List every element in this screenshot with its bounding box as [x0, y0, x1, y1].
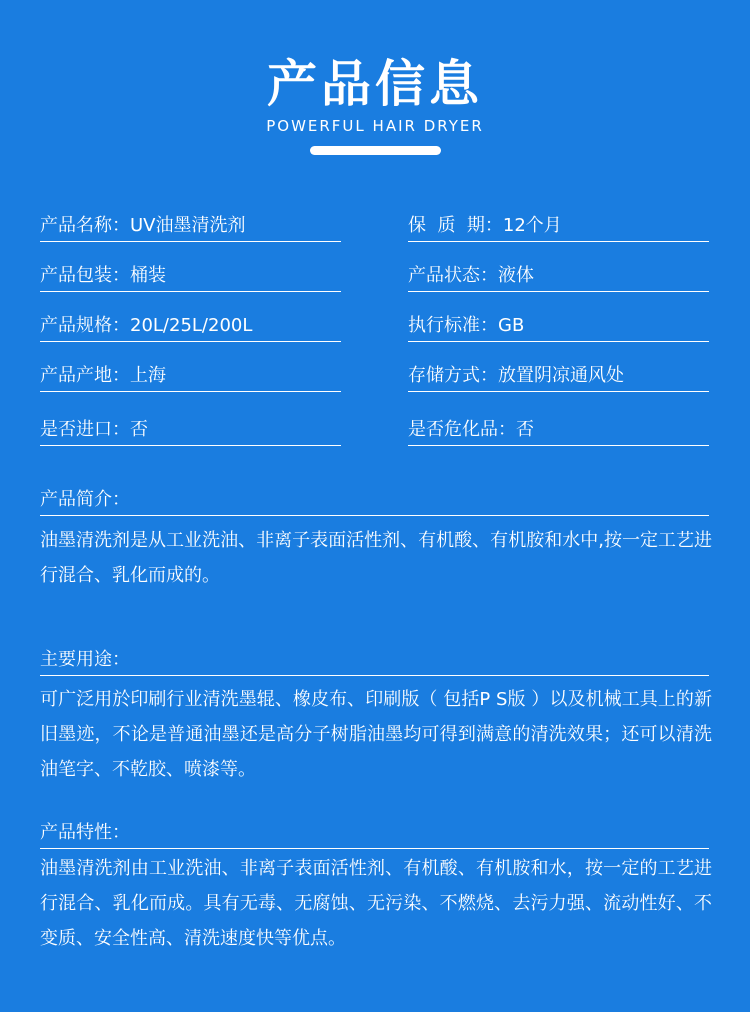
- spec-storage: [408, 361, 709, 392]
- section-body-features: 油墨清洗剂由工业洗油、非离子表面活性剂、有机酸、有机胺和水，按一定的工艺进行混合、乳化而成。具有无毒、无腐蚀、无污染、不燃烧、去污力强、流动性好、不变质、安全性高、清洗速度快等优点。: [40, 858, 712, 949]
- spec-value: UV油墨清洗剂: [130, 215, 246, 236]
- spec-value: 液体: [498, 265, 534, 286]
- spec-value: 20L/25L/200L: [130, 315, 253, 336]
- spec-shelf-life: [408, 211, 709, 242]
- section-title-usage: 主要用途：: [40, 645, 709, 676]
- spec-standard: [408, 311, 709, 342]
- spec-label: 执行标准：: [408, 315, 498, 336]
- spec-value: 否: [516, 419, 534, 440]
- spec-specification: [40, 311, 341, 342]
- spec-value: 上海: [130, 365, 166, 386]
- section-title-features: 产品特性：: [40, 818, 709, 849]
- spec-origin: [40, 361, 341, 392]
- spec-value: 否: [130, 419, 148, 440]
- title-underline-bar: [310, 146, 441, 155]
- spec-label: 产品包装：: [40, 265, 130, 286]
- spec-label: 存储方式：: [408, 365, 498, 386]
- spec-packaging: [40, 261, 341, 292]
- spec-label: 是否危化品：: [408, 419, 516, 440]
- spec-state: [408, 261, 709, 292]
- spec-value: GB: [498, 315, 525, 336]
- spec-imported: [40, 415, 341, 446]
- spec-value: 桶装: [130, 265, 166, 286]
- spec-label: 保 质 期：: [408, 215, 503, 236]
- page-title: 产品信息: [267, 55, 483, 113]
- spec-label: 产品规格：: [40, 315, 130, 336]
- spec-label: 产品产地：: [40, 365, 130, 386]
- spec-hazardous: [408, 415, 709, 446]
- spec-value: 放置阴凉通风处: [498, 365, 624, 386]
- spec-product-name: [40, 211, 341, 242]
- page-subtitle: POWERFUL HAIR DRYER: [266, 117, 484, 135]
- spec-label: 是否进口：: [40, 419, 130, 440]
- section-body-intro: 油墨清洗剂是从工业洗油、非离子表面活性剂、有机酸、有机胺和水中,按一定工艺进行混合、乳化而成的。: [40, 530, 712, 586]
- spec-label: 产品状态：: [408, 265, 498, 286]
- section-title-intro: 产品简介：: [40, 485, 709, 516]
- spec-value: 12个月: [502, 215, 562, 236]
- section-body-usage: 可广泛用於印刷行业清洗墨辊、橡皮布、印刷版（ 包括P S版 ）以及机械工具上的新旧墨迹，不论是普通油墨还是高分子树脂油墨均可得到满意的清洗效果；还可以清洗油笔字、不乾胶、喷漆等。: [40, 689, 712, 780]
- spec-label: 产品名称：: [40, 215, 130, 236]
